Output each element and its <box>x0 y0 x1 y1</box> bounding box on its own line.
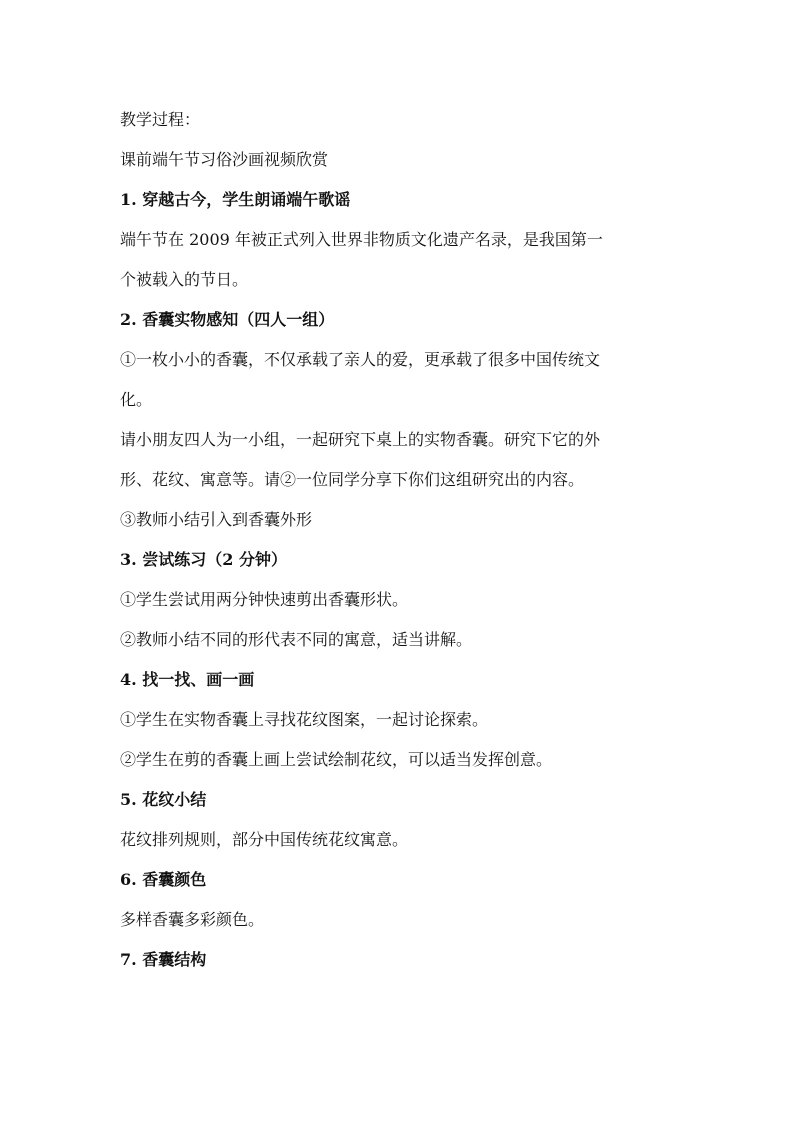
section-2-text-line-1: ①一枚小小的香囊，不仅承载了亲人的爱，更承载了很多中国传统文 <box>120 350 601 369</box>
section-4-text-line-2: ②学生在剪的香囊上画上尝试绘制花纹，可以适当发挥创意。 <box>120 750 553 769</box>
section-4-text-line-1: ①学生在实物香囊上寻找花纹图案，一起讨论探索。 <box>120 710 489 729</box>
section-6-text-line-1: 多样香囊多彩颜色。 <box>120 910 265 929</box>
pre-class-note: 课前端午节习俗沙画视频欣赏 <box>120 150 329 169</box>
section-6-heading: 6. 香囊颜色 <box>120 870 207 889</box>
section-2-text-line-3: 请小朋友四人为一小组，一起研究下桌上的实物香囊。研究下它的外 <box>120 430 601 449</box>
process-heading: 教学过程： <box>120 110 201 129</box>
section-4-heading: 4. 找一找、画一画 <box>120 670 255 689</box>
section-2-heading: 2. 香囊实物感知（四人一组） <box>120 310 335 329</box>
section-2-text-line-2: 化。 <box>120 390 153 409</box>
section-1-text-line-1: 端午节在 2009 年被正式列入世界非物质文化遗产名录，是我国第一 <box>120 230 603 249</box>
section-2-text-line-5: ③教师小结引入到香囊外形 <box>120 510 313 529</box>
section-5-text-line-1: 花纹排列规则，部分中国传统花纹寓意。 <box>120 830 409 849</box>
lesson-content <box>120 100 680 980</box>
section-1-heading: 1. 穿越古今，学生朗诵端午歌谣 <box>120 190 351 209</box>
section-1-text-line-2: 个被载入的节日。 <box>120 270 249 289</box>
section-3-text-line-1: ①学生尝试用两分钟快速剪出香囊形状。 <box>120 590 409 609</box>
section-7-heading: 7. 香囊结构 <box>120 950 207 969</box>
section-3-text-line-2: ②教师小结不同的形代表不同的寓意，适当讲解。 <box>120 630 473 649</box>
section-2-text-line-4: 形、花纹、寓意等。请②一位同学分享下你们这组研究出的内容。 <box>120 470 585 489</box>
section-5-heading: 5. 花纹小结 <box>120 790 207 809</box>
section-3-heading: 3. 尝试练习（2 分钟） <box>120 550 287 569</box>
